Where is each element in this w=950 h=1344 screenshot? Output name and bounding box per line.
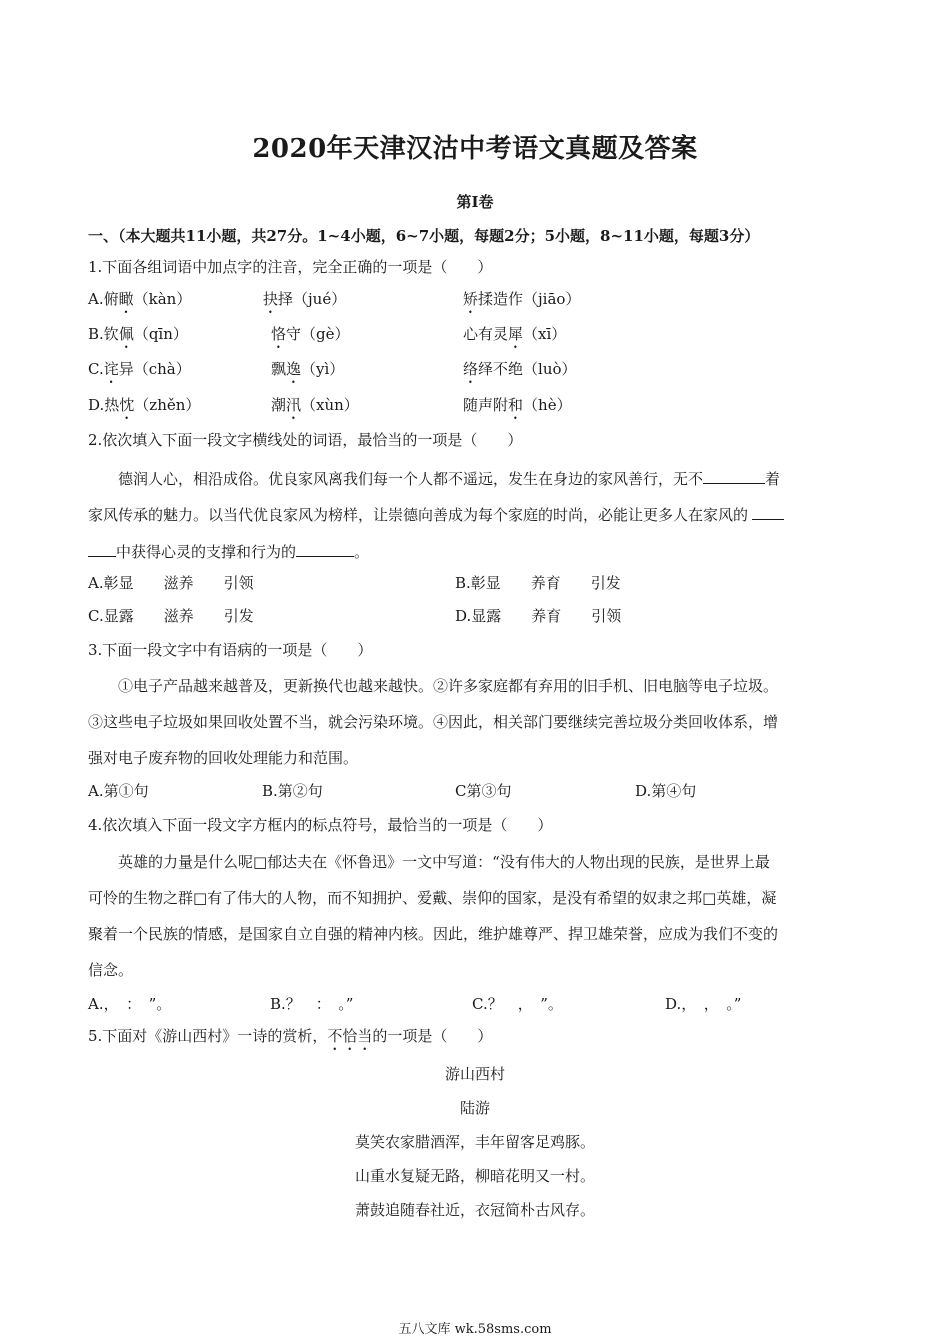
q1-option-d-word3: 随声附和（hè） [463, 396, 572, 414]
q4-option-b: B.？ ： 。” [270, 995, 354, 1013]
q1-option-b-word2: 恪守（gè） [271, 325, 350, 343]
q1-option-a-word2: 抉择（jué） [263, 290, 347, 308]
q4-passage-line4: 信念。 [88, 961, 134, 979]
q3-option-d: D.第④句 [635, 782, 697, 800]
q3-option-b: B.第②句 [262, 782, 323, 800]
q1-option-b-word1: B.钦佩（qīn） [88, 325, 188, 343]
q4-option-c: C.？ ， ”。 [472, 995, 563, 1013]
q4-stem: 4.依次填入下面一段文字方框内的标点符号，最恰当的一项是（ ） [88, 816, 553, 834]
q1-option-c-word2: 飘逸（yì） [271, 360, 345, 378]
q2-blank-1 [703, 467, 765, 484]
q2-passage-line3: 中获得心灵的支撑和行为的 。 [88, 540, 369, 562]
q3-option-c: C第③句 [455, 782, 512, 800]
volume-heading: 第Ⅰ卷 [456, 193, 494, 211]
q2-option-c: C.显露 滋养 引发 [88, 607, 254, 625]
poem-line-2: 山重水复疑无路，柳暗花明又一村。 [354, 1167, 595, 1185]
q2-stem: 2.依次填入下面一段文字横线处的词语，最恰当的一项是（ ） [88, 431, 523, 449]
q4-passage-line1: 英雄的力量是什么呢□郁达夫在《怀鲁迅》一文中写道：“没有伟大的人物出现的民族，是世界上最 [118, 853, 770, 871]
q3-stem: 3.下面一段文字中有语病的一项是（ ） [88, 641, 373, 659]
poem-author: 陆游 [459, 1099, 490, 1117]
q3-passage-line2: ③这些电子垃圾如果回收处置不当，就会污染环境。④因此，相关部门要继续完善垃圾分类回收体系，增 [88, 713, 779, 731]
q1-option-a-word3: 矫揉造作（jiāo） [463, 290, 581, 308]
q3-passage-line3: 强对电子废弃物的回收处理能力和范围。 [88, 749, 359, 767]
q4-passage-line2: 可怜的生物之群□有了伟大的人物，而不知拥护、爱戴、崇仰的国家，是没有希望的奴隶之邦□英雄，凝 [88, 889, 777, 907]
q2-option-d: D.显露 养育 引领 [455, 607, 622, 625]
q4-option-a: A.， ： ”。 [88, 995, 172, 1013]
q4-passage-line3: 聚着一个民族的情感，是国家自立自强的精神内核。因此，维护雄尊严、捍卫雄荣誉，应成为我们不变的 [88, 925, 779, 943]
q2-blank-2a [752, 503, 784, 520]
page-footer-watermark: 五八文库 wk.58sms.com [398, 1322, 552, 1337]
poem-line-3: 萧鼓追随春社近，衣冠简朴古风存。 [354, 1201, 595, 1219]
q3-passage-line1: ①电子产品越来越普及，更新换代也越来越快。②许多家庭都有弃用的旧手机、旧电脑等电子垃圾。 [118, 677, 779, 695]
q1-option-c-word1: C.诧异（chà） [88, 360, 191, 378]
q5-stem: 5.下面对《游山西村》一诗的赏析，不恰当的一项是（ ） [88, 1027, 493, 1045]
q2-passage-line1: 德润人心，相沿成俗。优良家风离我们每一个人都不遥远，发生在身边的家风善行，无不 着 [118, 467, 780, 489]
q1-stem: 1.下面各组词语中加点字的注音，完全正确的一项是（ ） [88, 258, 493, 276]
q1-option-d-word2: 潮汛（xùn） [271, 396, 359, 414]
q2-option-a: A.彰显 滋养 引领 [88, 574, 254, 592]
poem-line-1: 莫笑农家腊酒浑，丰年留客足鸡豚。 [354, 1133, 595, 1151]
q1-option-d-word1: D.热忱（zhěn） [88, 396, 201, 414]
q4-option-d: D.， ， 。” [665, 995, 742, 1013]
q1-option-a-word1: A.俯瞰（kàn） [88, 290, 192, 308]
document-title: 2020年天津汉沽中考语文真题及答案 [252, 134, 698, 164]
q3-option-a: A.第①句 [88, 782, 149, 800]
poem-title: 游山西村 [444, 1065, 505, 1083]
q1-option-b-word3: 心有灵犀（xī） [463, 325, 567, 343]
q1-option-c-word3: 络绎不绝（luò） [463, 360, 577, 378]
q2-passage-line2: 家风传承的魅力。以当代优良家风为榜样，让崇德向善成为每个家庭的时尚，必能让更多人在家风的 [88, 503, 784, 525]
q2-blank-2b [88, 540, 116, 557]
q2-blank-3 [296, 540, 354, 557]
q2-option-b: B.彰显 养育 引发 [455, 574, 621, 592]
section-heading: 一、（本大题共11小题，共27分。1~4小题，6~7小题，每题2分；5小题，8~11小题，每题3分） [88, 227, 760, 245]
